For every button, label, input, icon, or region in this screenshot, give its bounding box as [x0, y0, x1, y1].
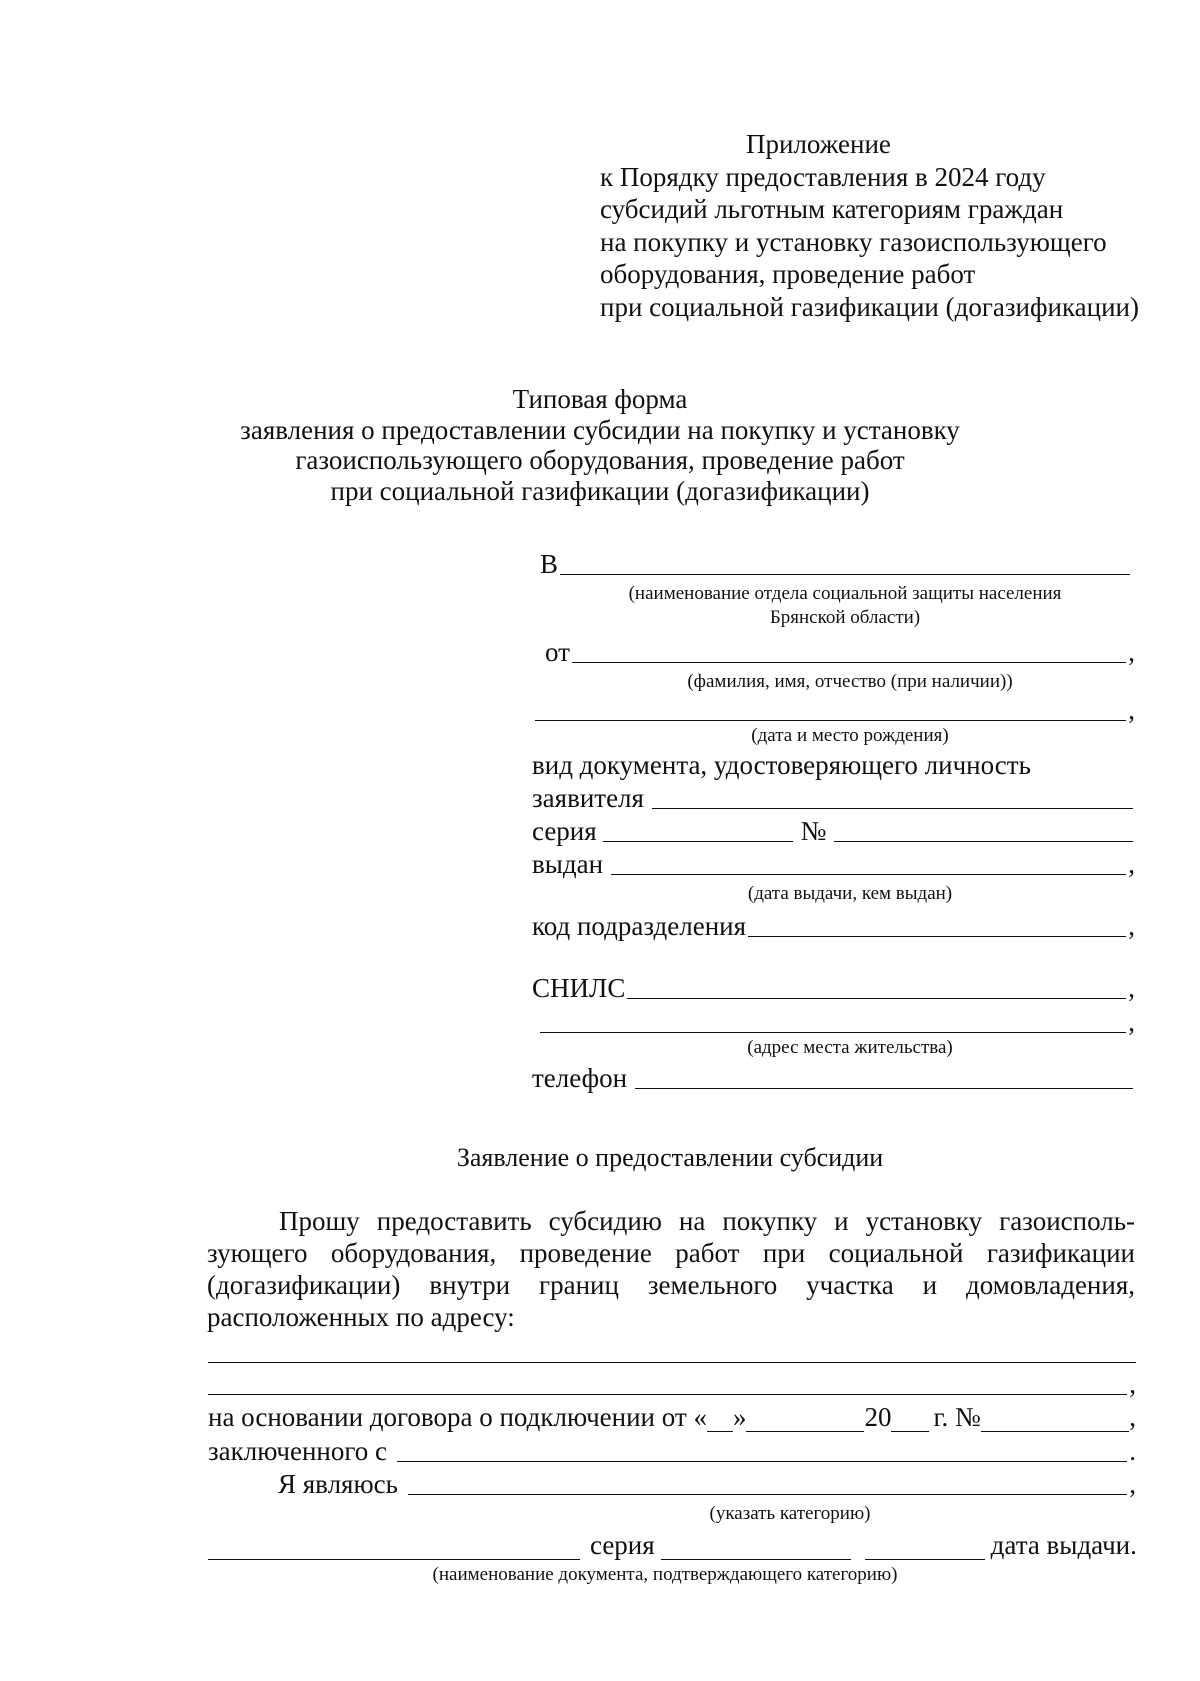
- address-blank-row-2: [208, 1368, 1136, 1399]
- doc-series-field[interactable]: [603, 815, 793, 842]
- comma: ,: [1128, 911, 1135, 941]
- issued-label: выдан: [532, 849, 604, 879]
- address-row: [538, 1006, 1135, 1037]
- i-am-label: Я являюсь: [278, 1469, 398, 1499]
- paragraph-line: (догазификации) внутри границ земельного участка и домовладения,: [207, 1270, 1135, 1300]
- appendix-line: на покупку и установку газоиспользующего: [600, 226, 1107, 257]
- contract-year-prefix: 20: [864, 1402, 892, 1432]
- appendix-header: [600, 128, 1139, 323]
- issued-caption: (дата выдачи, кем выдан): [747, 883, 953, 904]
- comma: ,: [1128, 695, 1135, 725]
- comma: ,: [1128, 849, 1135, 879]
- contract-day-field[interactable]: [707, 1407, 733, 1432]
- form-title-line: газоиспользующего оборудования, проведение работ: [295, 445, 905, 475]
- issued-row: [532, 848, 1135, 879]
- appendix-line: при социальной газификации (догазификации): [600, 291, 1139, 322]
- applicant-label: заявителя: [532, 783, 644, 813]
- category-field[interactable]: [408, 1468, 1127, 1495]
- comma: ,: [1128, 637, 1135, 667]
- contract-number-label: г. №: [933, 1402, 981, 1432]
- appendix-line: субсидий льготным категориям граждан: [600, 194, 1064, 224]
- paragraph-line: расположенных по адресу:: [207, 1302, 515, 1332]
- to-department-field[interactable]: [560, 548, 1130, 575]
- comma: ,: [1129, 1469, 1136, 1499]
- number-label: №: [800, 816, 827, 846]
- applicant-field-row: [532, 782, 1135, 813]
- to-field-row: [540, 548, 1132, 579]
- to-label: В: [540, 549, 559, 579]
- comma: ,: [1129, 1369, 1136, 1399]
- contract-year-field[interactable]: [891, 1407, 929, 1432]
- contract-quote-close: »: [732, 1402, 747, 1432]
- snils-label: СНИЛС: [532, 973, 626, 1003]
- division-code-field[interactable]: [748, 910, 1126, 937]
- phone-label: телефон: [532, 1063, 628, 1093]
- doc-type-label: вид документа, удостоверяющего личность: [532, 750, 1031, 780]
- from-field-row: [545, 636, 1135, 667]
- birth-field-row: [533, 694, 1135, 725]
- address-blank-line[interactable]: [208, 1362, 1136, 1363]
- concluded-with-field[interactable]: [397, 1435, 1127, 1462]
- contract-row: [208, 1402, 1136, 1432]
- division-code-label: код подразделения: [532, 911, 747, 941]
- birth-date-place-field[interactable]: [535, 694, 1126, 721]
- i-am-row: [278, 1468, 1136, 1499]
- address-field[interactable]: [540, 1006, 1126, 1033]
- paragraph-line: Прошу предоставить субсидию на покупку и установку газоисполь-: [279, 1206, 1135, 1236]
- division-code-row: [532, 910, 1135, 941]
- form-title-line: заявления о предоставлении субсидии на покупку и установку: [240, 414, 960, 445]
- from-caption: (фамилия, имя, отчество (при наличии)): [687, 671, 1013, 692]
- doc-type-field[interactable]: [652, 782, 1133, 809]
- from-label: от: [545, 637, 570, 667]
- form-title-line: Типовая форма: [512, 384, 688, 414]
- appendix-line: к Порядку предоставления в 2024 году: [600, 161, 1046, 192]
- concluded-label: заключенного с: [208, 1436, 387, 1466]
- birth-caption: (дата и место рождения): [751, 725, 949, 746]
- phone-field[interactable]: [635, 1062, 1133, 1089]
- issued-field[interactable]: [611, 848, 1126, 875]
- appendix-line: оборудования, проведение работ: [600, 259, 976, 289]
- full-name-field[interactable]: [572, 636, 1126, 663]
- series-label: серия: [532, 816, 597, 846]
- category-series-field[interactable]: [661, 1535, 851, 1560]
- contract-month-field[interactable]: [746, 1407, 864, 1432]
- address-caption: (адрес места жительства): [747, 1037, 953, 1058]
- snils-row: [532, 972, 1135, 1003]
- address-blank-line[interactable]: [208, 1368, 1127, 1395]
- snils-field[interactable]: [627, 972, 1126, 999]
- form-title: [0, 384, 1200, 506]
- to-caption-line: (наименование отдела социальной защиты населения: [628, 583, 1062, 604]
- comma: ,: [1128, 973, 1135, 1003]
- period: .: [1129, 1436, 1136, 1466]
- series-number-row: [532, 815, 1135, 846]
- to-caption-line: Брянской области): [769, 607, 921, 628]
- contract-number-field[interactable]: [981, 1407, 1130, 1432]
- paragraph-line: зующего оборудования, проведение работ при социальной газификации: [207, 1238, 1135, 1268]
- category-document-field[interactable]: [208, 1535, 580, 1560]
- category-issue-date-field[interactable]: [865, 1535, 985, 1560]
- statement-title: Заявление о предоставлении субсидии: [456, 1143, 884, 1172]
- concluded-row: [208, 1435, 1136, 1466]
- issue-date-label: дата выдачи.: [990, 1530, 1137, 1560]
- statement-paragraph: [207, 1205, 1135, 1333]
- doc-number-field[interactable]: [834, 815, 1133, 842]
- phone-row: [532, 1062, 1135, 1093]
- category-document-row: [208, 1530, 1138, 1560]
- form-title-line: при социальной газификации (догазификации): [330, 475, 870, 506]
- appendix-title: Приложение: [746, 129, 891, 159]
- category-caption: (указать категорию): [709, 1503, 871, 1524]
- category-document-caption: (наименование документа, подтверждающего категорию): [432, 1564, 898, 1585]
- contract-prefix: на основании договора о подключении от «: [208, 1402, 707, 1432]
- comma: ,: [1128, 1007, 1135, 1037]
- comma: ,: [1129, 1402, 1136, 1432]
- to-caption: [555, 582, 1135, 630]
- category-series-label: серия: [590, 1530, 655, 1560]
